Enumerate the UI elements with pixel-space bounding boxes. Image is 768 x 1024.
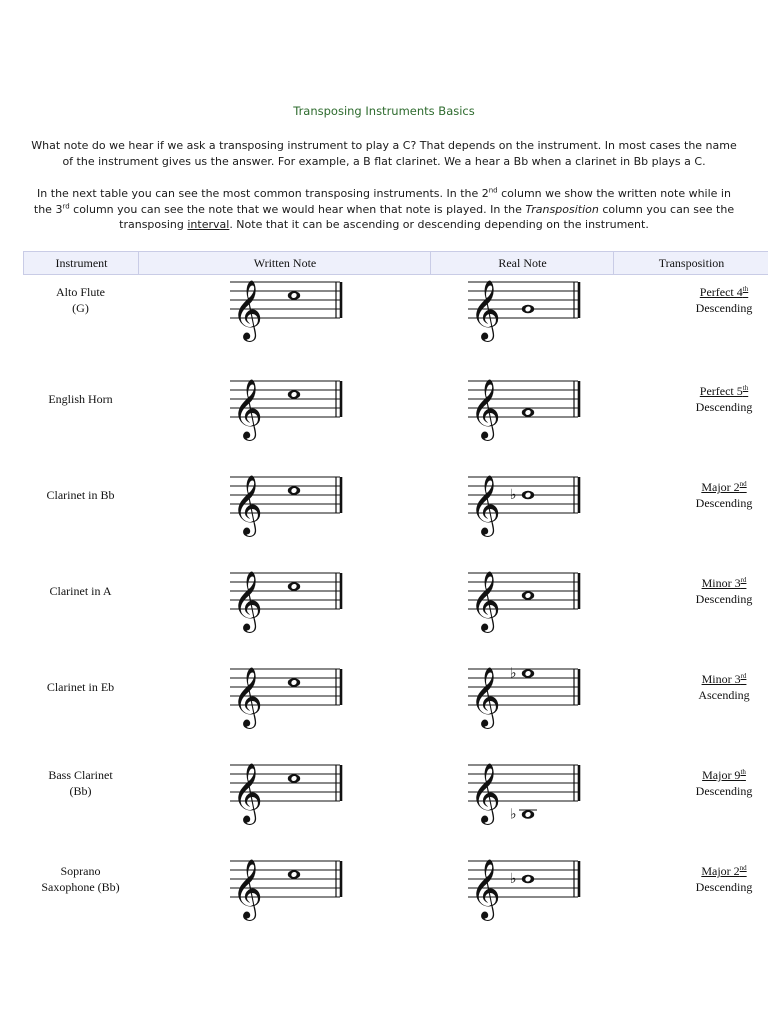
intro-paragraph <box>20 138 748 169</box>
written-note-staff <box>228 255 346 345</box>
instrument-name <box>23 546 138 636</box>
transposition-cell <box>664 546 768 636</box>
table-intro-text: column you can see the <box>598 202 735 216</box>
treble-clef-icon: 𝄞 <box>470 763 501 823</box>
interval-link[interactable]: interval <box>187 218 230 231</box>
whole-note <box>288 291 300 300</box>
treble-clef-icon: 𝄞 <box>470 475 501 535</box>
interval-name <box>702 575 747 591</box>
whole-note <box>522 305 534 314</box>
instrument-name-line: Soprano <box>60 864 101 878</box>
real-note-cell <box>466 450 584 544</box>
instrument-name <box>23 450 138 540</box>
written-note-cell <box>228 834 346 928</box>
written-note-staff <box>228 450 346 540</box>
real-note-cell <box>466 546 584 640</box>
interval-name <box>702 671 747 687</box>
written-note-staff <box>228 546 346 636</box>
treble-clef-icon: 𝄞 <box>232 280 263 340</box>
interval-label: Minor 3 <box>701 672 741 686</box>
table-intro-text: . Note that it can be ascending or descending depending on the instrument. <box>229 218 649 231</box>
real-note-staff <box>466 738 584 828</box>
transposition-cell <box>664 642 768 732</box>
table-row <box>0 450 768 540</box>
interval-name <box>702 767 746 783</box>
written-note-staff <box>228 642 346 732</box>
treble-clef-icon: 𝄞 <box>232 859 263 919</box>
instrument-name <box>23 354 138 444</box>
instrument-name <box>23 834 138 924</box>
instrument-name <box>23 255 138 345</box>
whole-note <box>522 491 534 500</box>
instrument-name-line: English Horn <box>48 392 113 406</box>
treble-clef-icon: 𝄞 <box>232 667 263 727</box>
ordinal-suffix: th <box>742 384 749 392</box>
real-note-staff <box>466 354 584 444</box>
interval-direction: Descending <box>695 301 753 315</box>
table-row <box>0 738 768 828</box>
instrument-name <box>23 642 138 732</box>
table-row <box>0 354 768 444</box>
table-row <box>0 546 768 636</box>
ordinal-suffix: rd <box>740 672 747 680</box>
whole-note <box>288 870 300 879</box>
header-real-note: Real Note <box>430 252 614 274</box>
written-note-cell <box>228 546 346 640</box>
instrument-name-line: Bass Clarinet <box>48 768 113 782</box>
instrument-name <box>23 738 138 828</box>
table-intro-text: transposing <box>119 218 188 231</box>
transposition-cell <box>664 738 768 828</box>
written-note-staff <box>228 834 346 924</box>
table-row <box>0 255 768 345</box>
ordinal-suffix: th <box>740 768 746 776</box>
ordinal-suffix: nd <box>739 864 747 872</box>
header-written-note: Written Note <box>138 252 431 274</box>
written-note-cell <box>228 450 346 544</box>
interval-label: Perfect 5 <box>699 384 743 398</box>
transposition-cell <box>664 450 768 540</box>
treble-clef-icon: 𝄞 <box>470 280 501 340</box>
whole-note <box>522 669 534 678</box>
written-note-staff <box>228 354 346 444</box>
treble-clef-icon: 𝄞 <box>232 763 263 823</box>
treble-clef-icon: 𝄞 <box>470 859 501 919</box>
instrument-name-line: (G) <box>72 301 89 315</box>
header-instrument: Instrument <box>23 252 139 274</box>
treble-clef-icon: 𝄞 <box>232 475 263 535</box>
ordinal-suffix: th <box>742 285 749 293</box>
whole-note <box>288 390 300 399</box>
written-note-cell <box>228 738 346 832</box>
written-note-cell <box>228 642 346 736</box>
whole-note <box>288 678 300 687</box>
real-note-staff <box>466 546 584 636</box>
ordinal-suffix: nd <box>488 186 498 195</box>
table-row <box>0 834 768 924</box>
treble-clef-icon: 𝄞 <box>232 571 263 631</box>
treble-clef-icon: 𝄞 <box>470 667 501 727</box>
instrument-name-line: Alto Flute <box>55 285 105 299</box>
transposition-cell <box>664 354 768 444</box>
whole-note <box>522 591 534 600</box>
interval-name <box>700 383 748 399</box>
page-title: Transposing Instruments Basics <box>293 104 475 118</box>
transposition-cell <box>664 255 768 345</box>
table-intro-text: the 3 <box>33 202 63 216</box>
interval-name <box>701 863 746 879</box>
flat-icon: ♭ <box>510 806 517 823</box>
whole-note <box>288 582 300 591</box>
instrument-name-line: Clarinet in A <box>49 584 112 598</box>
real-note-staff <box>466 450 584 540</box>
interval-label: Major 2 <box>701 864 740 878</box>
written-note-staff <box>228 738 346 828</box>
header-transposition: Transposition <box>613 252 768 274</box>
intro-line-1: What note do we hear if we ask a transposing instrument to play a C? That depends on the instrument. In most cases the name <box>31 139 737 152</box>
whole-note <box>288 486 300 495</box>
real-note-cell <box>466 834 584 928</box>
interval-label: Major 2 <box>701 480 740 494</box>
real-note-staff <box>466 642 584 732</box>
real-note-cell <box>466 354 584 448</box>
real-note-staff <box>466 834 584 924</box>
interval-label: Minor 3 <box>701 576 741 590</box>
real-note-staff <box>466 255 584 345</box>
flat-icon: ♭ <box>510 871 517 887</box>
table-intro-text: column we show the written note while in <box>497 187 731 200</box>
instrument-name-line: Clarinet in Bb <box>46 488 115 502</box>
interval-direction: Descending <box>695 880 753 894</box>
interval-direction: Descending <box>695 496 753 510</box>
flat-icon: ♭ <box>510 487 517 503</box>
transposition-cell <box>664 834 768 924</box>
whole-note <box>522 408 534 417</box>
real-note-cell <box>466 642 584 736</box>
interval-name <box>700 284 748 300</box>
ordinal-suffix: nd <box>739 480 747 488</box>
written-note-cell <box>228 255 346 349</box>
ordinal-suffix: rd <box>62 201 70 210</box>
whole-note <box>288 774 300 783</box>
interval-direction: Descending <box>695 400 753 414</box>
interval-name <box>701 479 746 495</box>
interval-direction: Descending <box>695 784 753 798</box>
written-note-cell <box>228 354 346 448</box>
interval-direction: Ascending <box>698 688 750 702</box>
interval-label: Perfect 4 <box>699 285 743 299</box>
table-intro-text: column you can see the note that we would hear when that note is played. In the <box>69 202 526 216</box>
instrument-name-line: (Bb) <box>69 784 92 798</box>
transposition-term: Transposition <box>525 202 599 216</box>
whole-note <box>522 875 534 884</box>
real-note-cell <box>466 738 584 832</box>
instrument-name-line: Clarinet in Eb <box>46 680 115 694</box>
table-intro-paragraph <box>20 186 748 233</box>
ordinal-suffix: rd <box>740 576 747 584</box>
treble-clef-icon: 𝄞 <box>470 571 501 631</box>
intro-line-2: of the instrument gives us the answer. For example, a B flat clarinet. We a hear a Bb when a clarinet in Bb plays a C. <box>62 154 706 168</box>
interval-label: Major 9 <box>702 768 741 782</box>
table-row <box>0 642 768 732</box>
table-intro-text: In the next table you can see the most common transposing instruments. In the 2 <box>37 187 489 200</box>
interval-direction: Descending <box>695 592 753 606</box>
treble-clef-icon: 𝄞 <box>470 379 501 439</box>
real-note-cell <box>466 255 584 349</box>
treble-clef-icon: 𝄞 <box>232 379 263 439</box>
whole-note <box>522 810 534 819</box>
instrument-name-line: Saxophone (Bb) <box>41 880 120 894</box>
flat-icon: ♭ <box>510 665 517 682</box>
